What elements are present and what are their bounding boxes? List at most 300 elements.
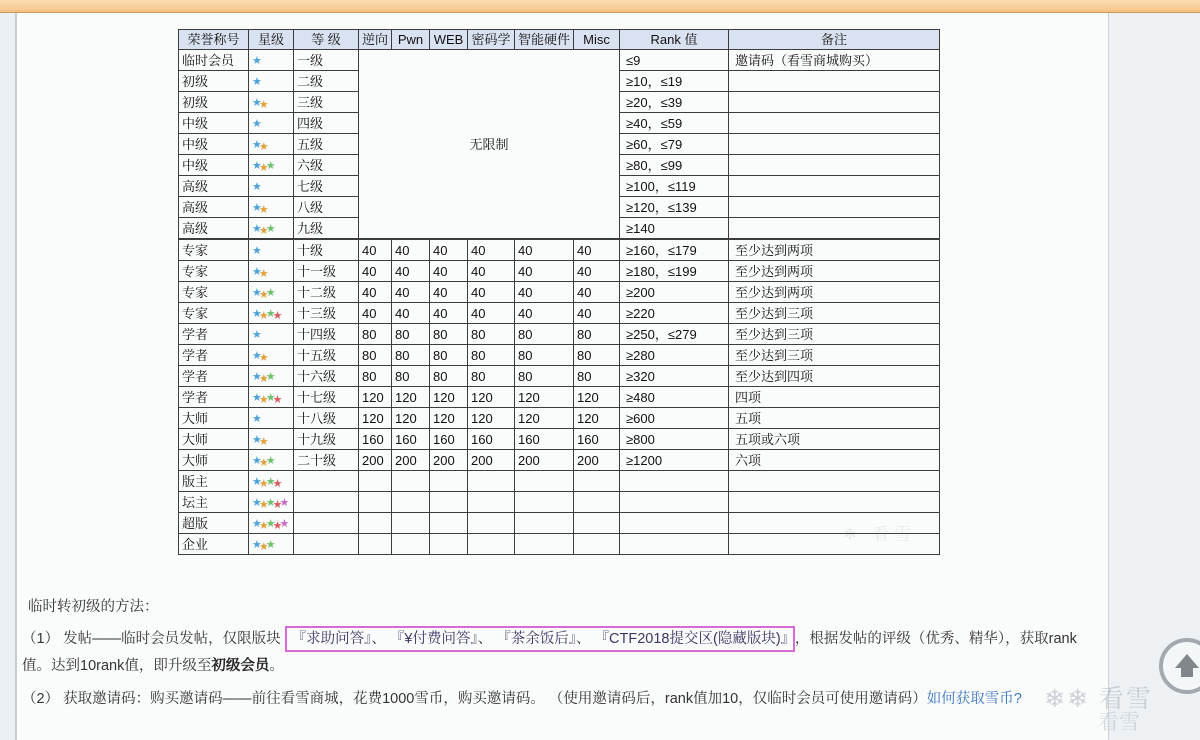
column-header: Pwn <box>392 30 430 50</box>
level-cell: 十二级 <box>294 282 359 303</box>
star-icon: ★ <box>252 307 262 320</box>
honor-title-cell: 大师 <box>179 450 249 471</box>
star-level-cell <box>249 534 294 555</box>
skill-cell: 80 <box>430 345 468 366</box>
rank-cell: ≥320 <box>620 366 729 387</box>
star-level-cell <box>249 218 294 240</box>
skill-cell <box>468 534 515 555</box>
skill-cell <box>430 492 468 513</box>
table-row <box>179 261 940 282</box>
star-icon: ★ <box>258 372 269 385</box>
skill-cell <box>359 471 392 492</box>
star-level-cell <box>249 450 294 471</box>
note-cell <box>729 155 940 176</box>
level-cell: 八级 <box>294 197 359 218</box>
star-icon: ★ <box>258 140 269 153</box>
star-icon: ★ <box>265 454 276 467</box>
honor-title-cell: 临时会员 <box>179 50 249 71</box>
skill-cell: 200 <box>430 450 468 471</box>
rank-cell: ≥20，≤39 <box>620 92 729 113</box>
unlimited-cell: 无限制 <box>359 50 620 240</box>
column-header: 等 级 <box>294 30 359 50</box>
skill-cell: 160 <box>515 429 574 450</box>
skill-cell: 40 <box>515 282 574 303</box>
skill-cell: 40 <box>392 239 430 261</box>
skill-cell: 80 <box>574 324 620 345</box>
star-icon: ★ <box>252 180 262 193</box>
rank-cell: ≥280 <box>620 345 729 366</box>
board-link[interactable]: 『CTF2018提交区(隐藏版块)』 <box>594 631 788 647</box>
watermark-corner: ❄❄ 看雪 <box>1044 685 1153 713</box>
note-cell <box>729 513 940 534</box>
rank-cell <box>620 534 729 555</box>
note-cell: 至少达到两项 <box>729 282 940 303</box>
skill-cell: 40 <box>392 303 430 324</box>
skill-cell: 80 <box>468 324 515 345</box>
star-icon: ★ <box>252 75 262 88</box>
column-header: 密码学 <box>468 30 515 50</box>
level-cell: 十级 <box>294 239 359 261</box>
honor-title-cell: 大师 <box>179 429 249 450</box>
star-icon: ★ <box>252 496 262 509</box>
star-level-cell <box>249 408 294 429</box>
table-row <box>179 50 940 71</box>
honor-title-cell: 大师 <box>179 408 249 429</box>
star-level-cell <box>249 303 294 324</box>
rank-cell: ≥160，≤179 <box>620 239 729 261</box>
star-icon: ★ <box>258 519 269 532</box>
star-icon: ★ <box>252 370 262 383</box>
star-level-cell <box>249 113 294 134</box>
level-cell: 十四级 <box>294 324 359 345</box>
level-cell: 四级 <box>294 113 359 134</box>
star-icon: ★ <box>265 222 276 235</box>
skill-cell: 40 <box>359 303 392 324</box>
skill-cell: 40 <box>392 261 430 282</box>
how-to-get-coins-link[interactable]: 如何获取雪币? <box>926 691 1022 707</box>
up-arrow-icon <box>1174 653 1200 679</box>
rank-cell <box>620 471 729 492</box>
skill-cell: 40 <box>359 282 392 303</box>
star-icon: ★ <box>265 391 276 404</box>
table-row <box>179 366 940 387</box>
star-icon: ★ <box>252 286 262 299</box>
skill-cell: 40 <box>430 282 468 303</box>
rank-cell: ≥140 <box>620 218 729 240</box>
rank-cell: ≥1200 <box>620 450 729 471</box>
note-paragraph-1 <box>22 626 1102 680</box>
star-icon: ★ <box>252 433 262 446</box>
skill-cell: 40 <box>515 261 574 282</box>
watermark-corner-2: 看雪 <box>1098 711 1140 734</box>
column-header: WEB <box>430 30 468 50</box>
rank-cell: ≥250，≤279 <box>620 324 729 345</box>
skill-cell: 80 <box>574 345 620 366</box>
note-cell <box>729 471 940 492</box>
skill-cell <box>574 492 620 513</box>
star-icon: ★ <box>252 349 262 362</box>
honor-title-cell: 坛主 <box>179 492 249 513</box>
skill-cell <box>359 534 392 555</box>
rank-cell: ≥800 <box>620 429 729 450</box>
note-cell: 四项 <box>729 387 940 408</box>
honor-title-cell: 企业 <box>179 534 249 555</box>
star-icon: ★ <box>252 222 262 235</box>
rank-cell: ≥80，≤99 <box>620 155 729 176</box>
skill-cell: 80 <box>359 345 392 366</box>
skill-cell: 40 <box>392 282 430 303</box>
column-header: Misc <box>574 30 620 50</box>
table-row <box>179 429 940 450</box>
star-level-cell <box>249 71 294 92</box>
star-icon: ★ <box>265 307 276 320</box>
column-header: Rank 值 <box>620 30 729 50</box>
star-icon: ★ <box>258 393 269 406</box>
note-cell <box>729 113 940 134</box>
note-cell <box>729 534 940 555</box>
star-icon: ★ <box>252 265 262 278</box>
skill-cell: 80 <box>515 366 574 387</box>
table-row <box>179 492 940 513</box>
skill-cell: 40 <box>468 239 515 261</box>
skill-cell: 120 <box>515 408 574 429</box>
table-row <box>179 387 940 408</box>
honor-title-cell: 初级 <box>179 92 249 113</box>
rank-cell: ≥220 <box>620 303 729 324</box>
star-level-cell <box>249 239 294 261</box>
star-icon: ★ <box>252 517 262 530</box>
skill-cell: 80 <box>392 366 430 387</box>
star-icon: ★ <box>265 517 276 530</box>
skill-cell: 120 <box>468 387 515 408</box>
star-icon: ★ <box>252 454 262 467</box>
level-cell: 二十级 <box>294 450 359 471</box>
column-header: 备注 <box>729 30 940 50</box>
skill-cell: 40 <box>359 239 392 261</box>
star-icon: ★ <box>252 475 262 488</box>
star-icon: ★ <box>279 517 290 530</box>
star-icon: ★ <box>252 244 262 257</box>
level-cell: 十七级 <box>294 387 359 408</box>
skill-cell: 40 <box>430 239 468 261</box>
left-gutter <box>0 13 17 740</box>
skill-cell <box>574 513 620 534</box>
notes-section <box>22 595 1102 711</box>
p1-bold-member: 初级会员 <box>211 658 270 674</box>
star-icon: ★ <box>279 496 290 509</box>
level-cell <box>294 492 359 513</box>
level-cell: 五级 <box>294 134 359 155</box>
skill-cell <box>515 471 574 492</box>
skill-cell <box>515 534 574 555</box>
table-row <box>179 345 940 366</box>
column-header: 星级 <box>249 30 294 50</box>
skill-cell: 160 <box>392 429 430 450</box>
skill-cell: 80 <box>430 366 468 387</box>
skill-cell: 80 <box>359 324 392 345</box>
skill-cell <box>359 513 392 534</box>
note-cell <box>729 176 940 197</box>
star-level-cell <box>249 176 294 197</box>
table-row <box>179 471 940 492</box>
rank-cell <box>620 492 729 513</box>
table-row <box>179 534 940 555</box>
skill-cell: 120 <box>574 408 620 429</box>
rank-table <box>178 29 940 555</box>
honor-title-cell: 专家 <box>179 261 249 282</box>
note-cell: 五项或六项 <box>729 429 940 450</box>
skill-cell: 80 <box>392 324 430 345</box>
skill-cell: 200 <box>392 450 430 471</box>
skill-cell <box>430 534 468 555</box>
star-icon: ★ <box>258 203 269 216</box>
star-icon: ★ <box>258 98 269 111</box>
table-row <box>179 513 940 534</box>
p2-text: （2） 获取邀请码：购买邀请码——前往看雪商城，花费1000雪币，购买邀请码。 （使用邀请码后，rank值加10，仅临时会员可使用邀请码） <box>22 691 927 707</box>
table-row <box>179 324 940 345</box>
rank-cell: ≥10，≤19 <box>620 71 729 92</box>
star-icon: ★ <box>258 540 269 553</box>
skill-cell <box>468 513 515 534</box>
level-cell: 六级 <box>294 155 359 176</box>
skill-cell: 40 <box>430 261 468 282</box>
note-cell: 六项 <box>729 450 940 471</box>
star-icon: ★ <box>258 435 269 448</box>
star-icon: ★ <box>252 391 262 404</box>
star-icon: ★ <box>272 519 283 532</box>
honor-title-cell: 版主 <box>179 471 249 492</box>
honor-title-cell: 学者 <box>179 387 249 408</box>
skill-cell: 160 <box>359 429 392 450</box>
honor-title-cell: 高级 <box>179 176 249 197</box>
note-cell <box>729 71 940 92</box>
skill-cell: 120 <box>574 387 620 408</box>
star-level-cell <box>249 492 294 513</box>
rank-table-body <box>179 50 940 555</box>
honor-title-cell: 专家 <box>179 239 249 261</box>
note-cell <box>729 197 940 218</box>
note-cell: 至少达到三项 <box>729 303 940 324</box>
star-icon: ★ <box>272 498 283 511</box>
rank-cell: ≥40，≤59 <box>620 113 729 134</box>
star-level-cell <box>249 197 294 218</box>
honor-title-cell: 专家 <box>179 282 249 303</box>
honor-title-cell: 高级 <box>179 197 249 218</box>
honor-title-cell: 中级 <box>179 113 249 134</box>
skill-cell <box>392 471 430 492</box>
star-icon: ★ <box>252 328 262 341</box>
rank-cell: ≥480 <box>620 387 729 408</box>
star-level-cell <box>249 155 294 176</box>
board-separator: 、 <box>477 631 497 647</box>
board-separator: 、 <box>371 631 390 647</box>
skill-cell <box>392 513 430 534</box>
level-cell: 十九级 <box>294 429 359 450</box>
skill-cell: 120 <box>515 387 574 408</box>
star-icon: ★ <box>252 538 262 551</box>
star-icon: ★ <box>252 201 262 214</box>
honor-title-cell: 中级 <box>179 155 249 176</box>
star-icon: ★ <box>252 54 262 67</box>
skill-cell: 160 <box>430 429 468 450</box>
p1-suffix: 。 <box>269 658 284 674</box>
skill-cell: 120 <box>430 408 468 429</box>
rank-cell: ≥100，≤119 <box>620 176 729 197</box>
rank-table-header-row <box>179 30 940 50</box>
note-cell: 五项 <box>729 408 940 429</box>
level-cell <box>294 513 359 534</box>
board-separator: 、 <box>576 631 595 647</box>
skill-cell: 200 <box>574 450 620 471</box>
note-cell: 至少达到两项 <box>729 239 940 261</box>
level-cell: 七级 <box>294 176 359 197</box>
honor-title-cell: 超版 <box>179 513 249 534</box>
level-cell: 十八级 <box>294 408 359 429</box>
star-icon: ★ <box>258 309 269 322</box>
rank-cell: ≥120，≤139 <box>620 197 729 218</box>
skill-cell: 160 <box>574 429 620 450</box>
board-link[interactable]: 『¥付费问答』 <box>389 631 478 647</box>
star-icon: ★ <box>258 351 269 364</box>
skill-cell: 40 <box>515 303 574 324</box>
level-cell: 十六级 <box>294 366 359 387</box>
skill-cell: 80 <box>468 366 515 387</box>
skill-cell: 40 <box>515 239 574 261</box>
star-icon: ★ <box>258 288 269 301</box>
skill-cell: 40 <box>468 282 515 303</box>
skill-cell: 40 <box>574 239 620 261</box>
level-cell: 十三级 <box>294 303 359 324</box>
skill-cell: 80 <box>574 366 620 387</box>
table-row <box>179 282 940 303</box>
skill-cell: 40 <box>468 303 515 324</box>
skill-cell <box>515 492 574 513</box>
star-icon: ★ <box>272 309 283 322</box>
level-cell <box>294 471 359 492</box>
level-cell: 十五级 <box>294 345 359 366</box>
skill-cell: 120 <box>359 387 392 408</box>
note-paragraph-2 <box>22 687 1102 711</box>
level-cell: 三级 <box>294 92 359 113</box>
skill-cell: 40 <box>574 282 620 303</box>
star-level-cell <box>249 134 294 155</box>
skill-cell: 40 <box>468 261 515 282</box>
star-level-cell <box>249 387 294 408</box>
star-icon: ★ <box>258 267 269 280</box>
star-icon: ★ <box>265 159 276 172</box>
table-row <box>179 303 940 324</box>
skill-cell: 200 <box>468 450 515 471</box>
star-icon: ★ <box>265 370 276 383</box>
column-header: 荣誉称号 <box>179 30 249 50</box>
skill-cell: 40 <box>359 261 392 282</box>
star-icon: ★ <box>252 138 262 151</box>
board-links-annotation-box <box>285 626 795 652</box>
board-link[interactable]: 『求助问答』 <box>291 631 372 647</box>
star-icon: ★ <box>265 496 276 509</box>
star-icon: ★ <box>258 456 269 469</box>
star-level-cell <box>249 261 294 282</box>
star-icon: ★ <box>272 477 283 490</box>
honor-title-cell: 学者 <box>179 324 249 345</box>
skill-cell <box>392 534 430 555</box>
skill-cell <box>574 471 620 492</box>
star-icon: ★ <box>265 538 276 551</box>
star-level-cell <box>249 471 294 492</box>
p1-mid: ，根据发帖的评级（优秀、精华），获取rank值。达到10rank值，即升级至 <box>22 631 1077 674</box>
rank-cell: ≥200 <box>620 282 729 303</box>
honor-title-cell: 学者 <box>179 366 249 387</box>
rank-cell: ≥600 <box>620 408 729 429</box>
column-header: 逆向 <box>359 30 392 50</box>
level-cell <box>294 534 359 555</box>
table-row <box>179 239 940 261</box>
star-icon: ★ <box>272 393 283 406</box>
star-level-cell <box>249 429 294 450</box>
skill-cell: 80 <box>515 324 574 345</box>
skill-cell: 80 <box>468 345 515 366</box>
note-cell <box>729 492 940 513</box>
honor-title-cell: 中级 <box>179 134 249 155</box>
star-level-cell <box>249 345 294 366</box>
skill-cell: 120 <box>430 387 468 408</box>
skill-cell: 120 <box>392 387 430 408</box>
skill-cell: 40 <box>574 261 620 282</box>
note-cell <box>729 134 940 155</box>
skill-cell: 120 <box>468 408 515 429</box>
note-cell <box>729 218 940 240</box>
skill-cell: 80 <box>430 324 468 345</box>
star-icon: ★ <box>252 159 262 172</box>
star-icon: ★ <box>265 475 276 488</box>
watermark-faint: ❄ 看雪 <box>843 525 916 544</box>
star-level-cell <box>249 513 294 534</box>
p1-prefix: （1） 发帖——临时会员发帖，仅限版块 <box>22 631 285 647</box>
honor-title-cell: 学者 <box>179 345 249 366</box>
skill-cell <box>430 513 468 534</box>
note-cell: 至少达到三项 <box>729 324 940 345</box>
skill-cell <box>430 471 468 492</box>
note-cell: 至少达到四项 <box>729 366 940 387</box>
star-level-cell <box>249 282 294 303</box>
skill-cell: 80 <box>359 366 392 387</box>
note-cell: 邀请码（看雪商城购买） <box>729 50 940 71</box>
rank-cell: ≥180，≤199 <box>620 261 729 282</box>
skill-cell <box>515 513 574 534</box>
browser-top-bar <box>0 0 1200 13</box>
level-cell: 一级 <box>294 50 359 71</box>
skill-cell: 200 <box>515 450 574 471</box>
rank-cell: ≤9 <box>620 50 729 71</box>
skill-cell <box>468 492 515 513</box>
skill-cell: 40 <box>574 303 620 324</box>
board-link[interactable]: 『茶余饭后』 <box>496 631 577 647</box>
rank-cell <box>620 513 729 534</box>
star-icon: ★ <box>258 224 269 237</box>
table-row <box>179 408 940 429</box>
skill-cell: 120 <box>392 408 430 429</box>
skill-cell: 80 <box>392 345 430 366</box>
level-cell: 九级 <box>294 218 359 240</box>
note-cell: 至少达到两项 <box>729 261 940 282</box>
skill-cell: 80 <box>515 345 574 366</box>
level-cell: 十一级 <box>294 261 359 282</box>
note-cell: 至少达到三项 <box>729 345 940 366</box>
star-level-cell <box>249 366 294 387</box>
star-level-cell <box>249 50 294 71</box>
method-title: 临时转初级的方法： <box>28 599 159 615</box>
right-gutter <box>1108 13 1200 740</box>
